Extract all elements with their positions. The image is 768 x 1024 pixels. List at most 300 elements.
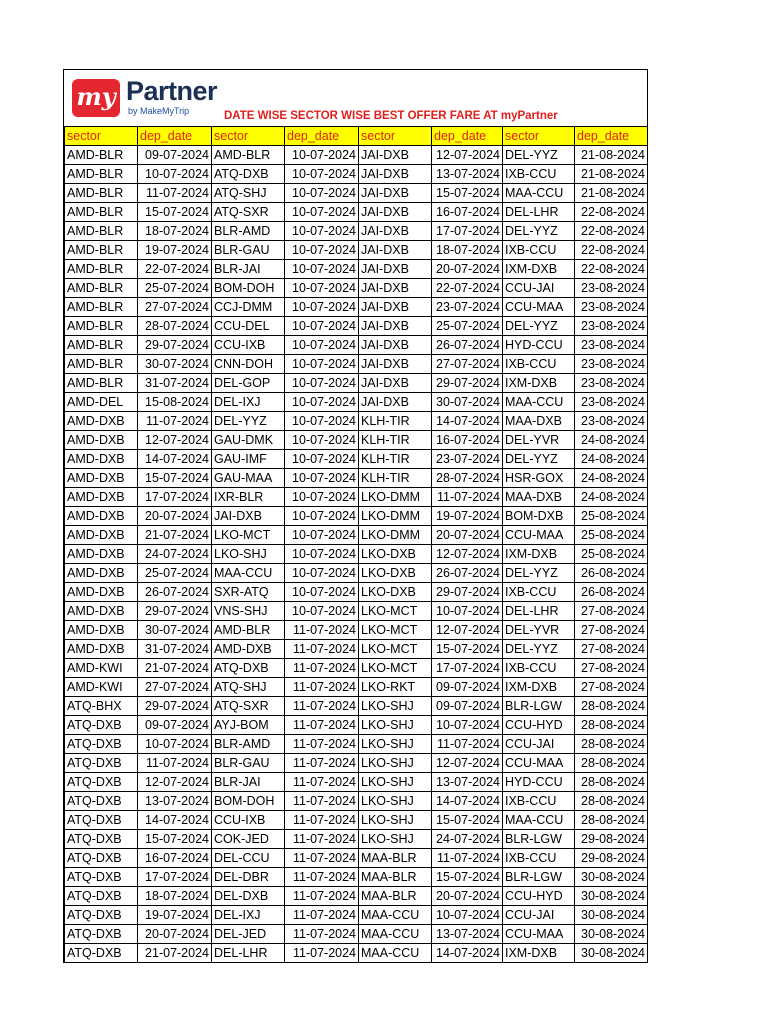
sector-cell: ATQ-DXB — [65, 754, 138, 773]
sector-cell: MAA-CCU — [359, 906, 432, 925]
sector-cell: DEL-YYZ — [503, 640, 575, 659]
table-row — [65, 887, 648, 906]
dep-date-cell: 15-07-2024 — [432, 640, 503, 659]
table-row — [65, 469, 648, 488]
sector-cell: AMD-BLR — [65, 241, 138, 260]
sector-cell: DEL-GOP — [212, 374, 285, 393]
sector-cell: LKO-SHJ — [359, 773, 432, 792]
table-row — [65, 944, 648, 963]
dep-date-cell: 10-07-2024 — [285, 298, 359, 317]
sector-cell: AYJ-BOM — [212, 716, 285, 735]
sector-cell: DEL-YYZ — [503, 222, 575, 241]
table-row — [65, 583, 648, 602]
sector-cell: AMD-DXB — [65, 507, 138, 526]
dep-date-cell: 29-08-2024 — [575, 849, 648, 868]
dep-date-cell: 26-07-2024 — [432, 336, 503, 355]
table-row — [65, 260, 648, 279]
sector-cell: DEL-IXJ — [212, 393, 285, 412]
sector-cell: MAA-CCU — [503, 393, 575, 412]
sector-cell: BLR-LGW — [503, 830, 575, 849]
sector-cell: ATQ-BHX — [65, 697, 138, 716]
dep-date-cell: 18-07-2024 — [432, 241, 503, 260]
table-row — [65, 374, 648, 393]
sector-cell: AMD-DXB — [65, 545, 138, 564]
sector-cell: JAI-DXB — [359, 336, 432, 355]
sector-cell: ATQ-SHJ — [212, 678, 285, 697]
sector-cell: JAI-DXB — [359, 184, 432, 203]
sector-cell: BLR-LGW — [503, 868, 575, 887]
dep-date-cell: 14-07-2024 — [432, 792, 503, 811]
dep-date-cell: 29-07-2024 — [432, 374, 503, 393]
dep-date-cell: 22-07-2024 — [138, 260, 212, 279]
dep-date-cell: 10-07-2024 — [285, 469, 359, 488]
sector-cell: AMD-BLR — [65, 374, 138, 393]
dep-date-cell: 14-07-2024 — [432, 412, 503, 431]
sector-cell: BLR-JAI — [212, 773, 285, 792]
table-row — [65, 830, 648, 849]
sector-cell: BLR-AMD — [212, 222, 285, 241]
sector-cell: KLH-TIR — [359, 412, 432, 431]
dep-date-cell: 28-08-2024 — [575, 735, 648, 754]
dep-date-cell: 26-07-2024 — [432, 564, 503, 583]
table-row — [65, 754, 648, 773]
dep-date-cell: 11-07-2024 — [285, 678, 359, 697]
sector-cell: AMD-DEL — [65, 393, 138, 412]
table-row — [65, 564, 648, 583]
dep-date-cell: 27-08-2024 — [575, 640, 648, 659]
dep-date-cell: 31-07-2024 — [138, 640, 212, 659]
sector-cell: LKO-SHJ — [359, 811, 432, 830]
sector-cell: IXM-DXB — [503, 545, 575, 564]
sector-cell: DEL-DBR — [212, 868, 285, 887]
dep-date-cell: 10-07-2024 — [432, 906, 503, 925]
sector-cell: DEL-YVR — [503, 621, 575, 640]
sector-cell: AMD-DXB — [65, 412, 138, 431]
sector-cell: JAI-DXB — [212, 507, 285, 526]
table-row — [65, 450, 648, 469]
dep-date-cell: 15-08-2024 — [138, 393, 212, 412]
dep-date-cell: 10-07-2024 — [285, 241, 359, 260]
sector-cell: JAI-DXB — [359, 279, 432, 298]
dep-date-cell: 14-07-2024 — [432, 944, 503, 963]
sector-cell: KLH-TIR — [359, 431, 432, 450]
sector-cell: ATQ-SXR — [212, 697, 285, 716]
sector-cell: LKO-SHJ — [359, 697, 432, 716]
dep-date-cell: 29-07-2024 — [138, 697, 212, 716]
dep-date-cell: 10-07-2024 — [138, 735, 212, 754]
sector-cell: ATQ-DXB — [65, 792, 138, 811]
table-row — [65, 716, 648, 735]
dep-date-cell: 28-08-2024 — [575, 697, 648, 716]
sector-cell: AMD-BLR — [65, 184, 138, 203]
sector-cell: BLR-AMD — [212, 735, 285, 754]
table-row — [65, 735, 648, 754]
sector-cell: MAA-CCU — [503, 811, 575, 830]
dep-date-cell: 25-08-2024 — [575, 545, 648, 564]
sector-cell: JAI-DXB — [359, 222, 432, 241]
sector-cell: LKO-SHJ — [359, 754, 432, 773]
dep-date-cell: 16-07-2024 — [138, 849, 212, 868]
sector-cell: IXM-DXB — [503, 678, 575, 697]
sector-cell: AMD-DXB — [65, 621, 138, 640]
sector-cell: AMD-BLR — [212, 146, 285, 165]
dep-date-cell: 27-08-2024 — [575, 678, 648, 697]
table-row — [65, 659, 648, 678]
sector-cell: LKO-MCT — [212, 526, 285, 545]
dep-date-cell: 28-07-2024 — [138, 317, 212, 336]
dep-date-cell: 15-07-2024 — [138, 469, 212, 488]
dep-date-cell: 12-07-2024 — [138, 773, 212, 792]
dep-date-cell: 25-08-2024 — [575, 507, 648, 526]
dep-date-cell: 27-07-2024 — [138, 298, 212, 317]
column-header-sector: sector — [359, 127, 432, 146]
sector-cell: IXB-CCU — [503, 659, 575, 678]
dep-date-cell: 24-07-2024 — [432, 830, 503, 849]
dep-date-cell: 28-07-2024 — [432, 469, 503, 488]
sector-cell: MAA-CCU — [359, 925, 432, 944]
dep-date-cell: 11-07-2024 — [285, 716, 359, 735]
sector-cell: IXR-BLR — [212, 488, 285, 507]
dep-date-cell: 15-07-2024 — [432, 811, 503, 830]
sector-cell: CCU-MAA — [503, 754, 575, 773]
sector-cell: CCU-HYD — [503, 716, 575, 735]
dep-date-cell: 12-07-2024 — [432, 754, 503, 773]
sector-cell: IXM-DXB — [503, 944, 575, 963]
dep-date-cell: 30-08-2024 — [575, 906, 648, 925]
dep-date-cell: 24-08-2024 — [575, 450, 648, 469]
table-row — [65, 906, 648, 925]
sector-cell: ATQ-DXB — [65, 925, 138, 944]
sector-cell: KLH-TIR — [359, 469, 432, 488]
column-header-sector: sector — [212, 127, 285, 146]
dep-date-cell: 22-08-2024 — [575, 260, 648, 279]
dep-date-cell: 11-07-2024 — [432, 488, 503, 507]
column-header-dep-date: dep_date — [138, 127, 212, 146]
table-body — [65, 146, 648, 963]
dep-date-cell: 24-08-2024 — [575, 431, 648, 450]
dep-date-cell: 24-08-2024 — [575, 469, 648, 488]
dep-date-cell: 11-07-2024 — [285, 830, 359, 849]
dep-date-cell: 12-07-2024 — [432, 545, 503, 564]
dep-date-cell: 10-07-2024 — [432, 602, 503, 621]
dep-date-cell: 22-08-2024 — [575, 241, 648, 260]
sector-cell: IXM-DXB — [503, 260, 575, 279]
sector-cell: ATQ-DXB — [212, 165, 285, 184]
dep-date-cell: 27-08-2024 — [575, 602, 648, 621]
sheet-header — [64, 70, 647, 126]
table-row — [65, 355, 648, 374]
table-row — [65, 184, 648, 203]
sector-cell: ATQ-SXR — [212, 203, 285, 222]
sector-cell: GAU-IMF — [212, 450, 285, 469]
dep-date-cell: 10-07-2024 — [138, 165, 212, 184]
sector-cell: AMD-DXB — [65, 431, 138, 450]
dep-date-cell: 22-07-2024 — [432, 279, 503, 298]
table-row — [65, 773, 648, 792]
dep-date-cell: 15-07-2024 — [138, 830, 212, 849]
sector-cell: LKO-SHJ — [212, 545, 285, 564]
sector-cell: LKO-DMM — [359, 526, 432, 545]
sector-cell: AMD-BLR — [65, 222, 138, 241]
table-row — [65, 602, 648, 621]
sector-cell: BOM-DXB — [503, 507, 575, 526]
sector-cell: AMD-KWI — [65, 678, 138, 697]
table-row — [65, 488, 648, 507]
table-row — [65, 526, 648, 545]
sector-cell: JAI-DXB — [359, 203, 432, 222]
dep-date-cell: 24-07-2024 — [138, 545, 212, 564]
dep-date-cell: 10-07-2024 — [285, 279, 359, 298]
table-row — [65, 241, 648, 260]
dep-date-cell: 10-07-2024 — [285, 317, 359, 336]
dep-date-cell: 15-07-2024 — [432, 184, 503, 203]
sector-cell: DEL-YYZ — [212, 412, 285, 431]
dep-date-cell: 21-08-2024 — [575, 184, 648, 203]
sector-cell: LKO-SHJ — [359, 830, 432, 849]
dep-date-cell: 14-07-2024 — [138, 811, 212, 830]
logo-tagline: by MakeMyTrip — [128, 106, 190, 116]
dep-date-cell: 30-07-2024 — [138, 621, 212, 640]
dep-date-cell: 11-07-2024 — [285, 811, 359, 830]
dep-date-cell: 24-08-2024 — [575, 488, 648, 507]
sector-cell: IXB-CCU — [503, 849, 575, 868]
sector-cell: LKO-MCT — [359, 621, 432, 640]
sector-cell: IXB-CCU — [503, 792, 575, 811]
dep-date-cell: 23-07-2024 — [432, 298, 503, 317]
column-header-sector: sector — [503, 127, 575, 146]
dep-date-cell: 18-07-2024 — [138, 222, 212, 241]
dep-date-cell: 30-08-2024 — [575, 944, 648, 963]
dep-date-cell: 09-07-2024 — [138, 146, 212, 165]
dep-date-cell: 28-08-2024 — [575, 716, 648, 735]
dep-date-cell: 27-08-2024 — [575, 659, 648, 678]
sector-cell: CCU-DEL — [212, 317, 285, 336]
dep-date-cell: 10-07-2024 — [285, 393, 359, 412]
sector-cell: BLR-LGW — [503, 697, 575, 716]
sector-cell: JAI-DXB — [359, 393, 432, 412]
sector-cell: LKO-SHJ — [359, 792, 432, 811]
sector-cell: LKO-SHJ — [359, 716, 432, 735]
sector-cell: LKO-MCT — [359, 602, 432, 621]
dep-date-cell: 11-07-2024 — [285, 640, 359, 659]
sector-cell: MAA-CCU — [359, 944, 432, 963]
dep-date-cell: 11-07-2024 — [285, 849, 359, 868]
dep-date-cell: 23-08-2024 — [575, 355, 648, 374]
dep-date-cell: 10-07-2024 — [285, 336, 359, 355]
sector-cell: AMD-DXB — [65, 640, 138, 659]
dep-date-cell: 19-07-2024 — [432, 507, 503, 526]
sector-cell: AMD-BLR — [65, 355, 138, 374]
dep-date-cell: 26-08-2024 — [575, 583, 648, 602]
dep-date-cell: 11-07-2024 — [432, 735, 503, 754]
dep-date-cell: 20-07-2024 — [138, 507, 212, 526]
dep-date-cell: 17-07-2024 — [432, 222, 503, 241]
table-row — [65, 279, 648, 298]
dep-date-cell: 10-07-2024 — [432, 716, 503, 735]
dep-date-cell: 11-07-2024 — [285, 735, 359, 754]
sector-cell: ATQ-DXB — [65, 887, 138, 906]
dep-date-cell: 11-07-2024 — [285, 621, 359, 640]
dep-date-cell: 22-08-2024 — [575, 222, 648, 241]
sector-cell: DEL-YYZ — [503, 564, 575, 583]
dep-date-cell: 11-07-2024 — [285, 659, 359, 678]
dep-date-cell: 28-08-2024 — [575, 792, 648, 811]
table-row — [65, 298, 648, 317]
dep-date-cell: 10-07-2024 — [285, 260, 359, 279]
sector-cell: JAI-DXB — [359, 241, 432, 260]
dep-date-cell: 20-07-2024 — [432, 526, 503, 545]
dep-date-cell: 23-08-2024 — [575, 393, 648, 412]
sector-cell: CCU-JAI — [503, 906, 575, 925]
sector-cell: DEL-YVR — [503, 431, 575, 450]
dep-date-cell: 09-07-2024 — [432, 697, 503, 716]
dep-date-cell: 25-07-2024 — [432, 317, 503, 336]
table-row — [65, 203, 648, 222]
dep-date-cell: 16-07-2024 — [432, 431, 503, 450]
dep-date-cell: 27-08-2024 — [575, 621, 648, 640]
dep-date-cell: 30-08-2024 — [575, 868, 648, 887]
sector-cell: JAI-DXB — [359, 146, 432, 165]
sector-cell: IXB-CCU — [503, 355, 575, 374]
dep-date-cell: 23-08-2024 — [575, 317, 648, 336]
dep-date-cell: 11-07-2024 — [285, 944, 359, 963]
sector-cell: LKO-SHJ — [359, 735, 432, 754]
sector-cell: ATQ-DXB — [65, 773, 138, 792]
sector-cell: DEL-DXB — [212, 887, 285, 906]
dep-date-cell: 23-07-2024 — [432, 450, 503, 469]
dep-date-cell: 27-07-2024 — [138, 678, 212, 697]
table-row — [65, 431, 648, 450]
dep-date-cell: 27-07-2024 — [432, 355, 503, 374]
sector-cell: ATQ-DXB — [65, 906, 138, 925]
sector-cell: CCJ-DMM — [212, 298, 285, 317]
dep-date-cell: 11-07-2024 — [285, 697, 359, 716]
sector-cell: ATQ-DXB — [212, 659, 285, 678]
sector-cell: BLR-JAI — [212, 260, 285, 279]
sector-cell: BOM-DOH — [212, 792, 285, 811]
sector-cell: AMD-BLR — [65, 203, 138, 222]
sector-cell: CCU-IXB — [212, 811, 285, 830]
sector-cell: DEL-IXJ — [212, 906, 285, 925]
sector-cell: HSR-GOX — [503, 469, 575, 488]
dep-date-cell: 11-07-2024 — [432, 849, 503, 868]
dep-date-cell: 11-07-2024 — [138, 412, 212, 431]
sector-cell: ATQ-DXB — [65, 811, 138, 830]
sector-cell: HYD-CCU — [503, 773, 575, 792]
dep-date-cell: 10-07-2024 — [285, 488, 359, 507]
dep-date-cell: 11-07-2024 — [285, 887, 359, 906]
sector-cell: CCU-MAA — [503, 526, 575, 545]
table-row — [65, 165, 648, 184]
dep-date-cell: 10-07-2024 — [285, 203, 359, 222]
dep-date-cell: 18-07-2024 — [138, 887, 212, 906]
dep-date-cell: 25-08-2024 — [575, 526, 648, 545]
sector-cell: DEL-JED — [212, 925, 285, 944]
sector-cell: BLR-GAU — [212, 754, 285, 773]
sector-cell: AMD-DXB — [65, 526, 138, 545]
dep-date-cell: 29-07-2024 — [432, 583, 503, 602]
table-row — [65, 640, 648, 659]
sector-cell: CCU-IXB — [212, 336, 285, 355]
dep-date-cell: 23-08-2024 — [575, 374, 648, 393]
dep-date-cell: 21-07-2024 — [138, 659, 212, 678]
sector-cell: LKO-DMM — [359, 507, 432, 526]
sector-cell: CCU-JAI — [503, 735, 575, 754]
logo-mark: my — [72, 79, 120, 117]
table-row — [65, 507, 648, 526]
sector-cell: AMD-BLR — [65, 317, 138, 336]
table-row — [65, 849, 648, 868]
dep-date-cell: 20-07-2024 — [432, 260, 503, 279]
sector-cell: CNN-DOH — [212, 355, 285, 374]
table-row — [65, 412, 648, 431]
dep-date-cell: 11-07-2024 — [138, 184, 212, 203]
dep-date-cell: 15-07-2024 — [138, 203, 212, 222]
sector-cell: MAA-BLR — [359, 849, 432, 868]
dep-date-cell: 09-07-2024 — [138, 716, 212, 735]
dep-date-cell: 10-07-2024 — [285, 450, 359, 469]
sector-cell: DEL-YYZ — [503, 317, 575, 336]
sector-cell: CCU-MAA — [503, 298, 575, 317]
column-header-dep-date: dep_date — [575, 127, 648, 146]
sector-cell: AMD-BLR — [65, 260, 138, 279]
dep-date-cell: 10-07-2024 — [285, 165, 359, 184]
dep-date-cell: 10-07-2024 — [285, 545, 359, 564]
table-row — [65, 811, 648, 830]
sector-cell: MAA-BLR — [359, 868, 432, 887]
sector-cell: MAA-DXB — [503, 488, 575, 507]
dep-date-cell: 23-08-2024 — [575, 336, 648, 355]
dep-date-cell: 10-07-2024 — [285, 412, 359, 431]
sector-cell: AMD-BLR — [65, 165, 138, 184]
sector-cell: DEL-CCU — [212, 849, 285, 868]
sector-cell: ATQ-DXB — [65, 868, 138, 887]
dep-date-cell: 23-08-2024 — [575, 298, 648, 317]
dep-date-cell: 10-07-2024 — [285, 374, 359, 393]
sector-cell: VNS-SHJ — [212, 602, 285, 621]
sector-cell: AMD-DXB — [65, 488, 138, 507]
dep-date-cell: 22-08-2024 — [575, 203, 648, 222]
dep-date-cell: 19-07-2024 — [138, 241, 212, 260]
table-row — [65, 393, 648, 412]
dep-date-cell: 11-07-2024 — [285, 925, 359, 944]
sector-cell: LKO-DXB — [359, 583, 432, 602]
sector-cell: AMD-BLR — [65, 298, 138, 317]
sector-cell: JAI-DXB — [359, 165, 432, 184]
dep-date-cell: 10-07-2024 — [285, 355, 359, 374]
sector-cell: AMD-DXB — [65, 583, 138, 602]
sector-cell: CCU-JAI — [503, 279, 575, 298]
dep-date-cell: 29-07-2024 — [138, 602, 212, 621]
sheet-title: DATE WISE SECTOR WISE BEST OFFER FARE AT myPartner — [224, 110, 558, 122]
sector-cell: AMD-BLR — [65, 336, 138, 355]
dep-date-cell: 11-07-2024 — [285, 906, 359, 925]
table-row — [65, 146, 648, 165]
dep-date-cell: 12-07-2024 — [138, 431, 212, 450]
sector-cell: DEL-YYZ — [503, 450, 575, 469]
fare-sheet — [63, 69, 648, 963]
dep-date-cell: 12-07-2024 — [432, 146, 503, 165]
dep-date-cell: 31-07-2024 — [138, 374, 212, 393]
dep-date-cell: 14-07-2024 — [138, 450, 212, 469]
dep-date-cell: 21-07-2024 — [138, 944, 212, 963]
dep-date-cell: 26-08-2024 — [575, 564, 648, 583]
dep-date-cell: 29-08-2024 — [575, 830, 648, 849]
sector-cell: MAA-DXB — [503, 412, 575, 431]
table-row — [65, 317, 648, 336]
dep-date-cell: 19-07-2024 — [138, 906, 212, 925]
dep-date-cell: 15-07-2024 — [432, 868, 503, 887]
